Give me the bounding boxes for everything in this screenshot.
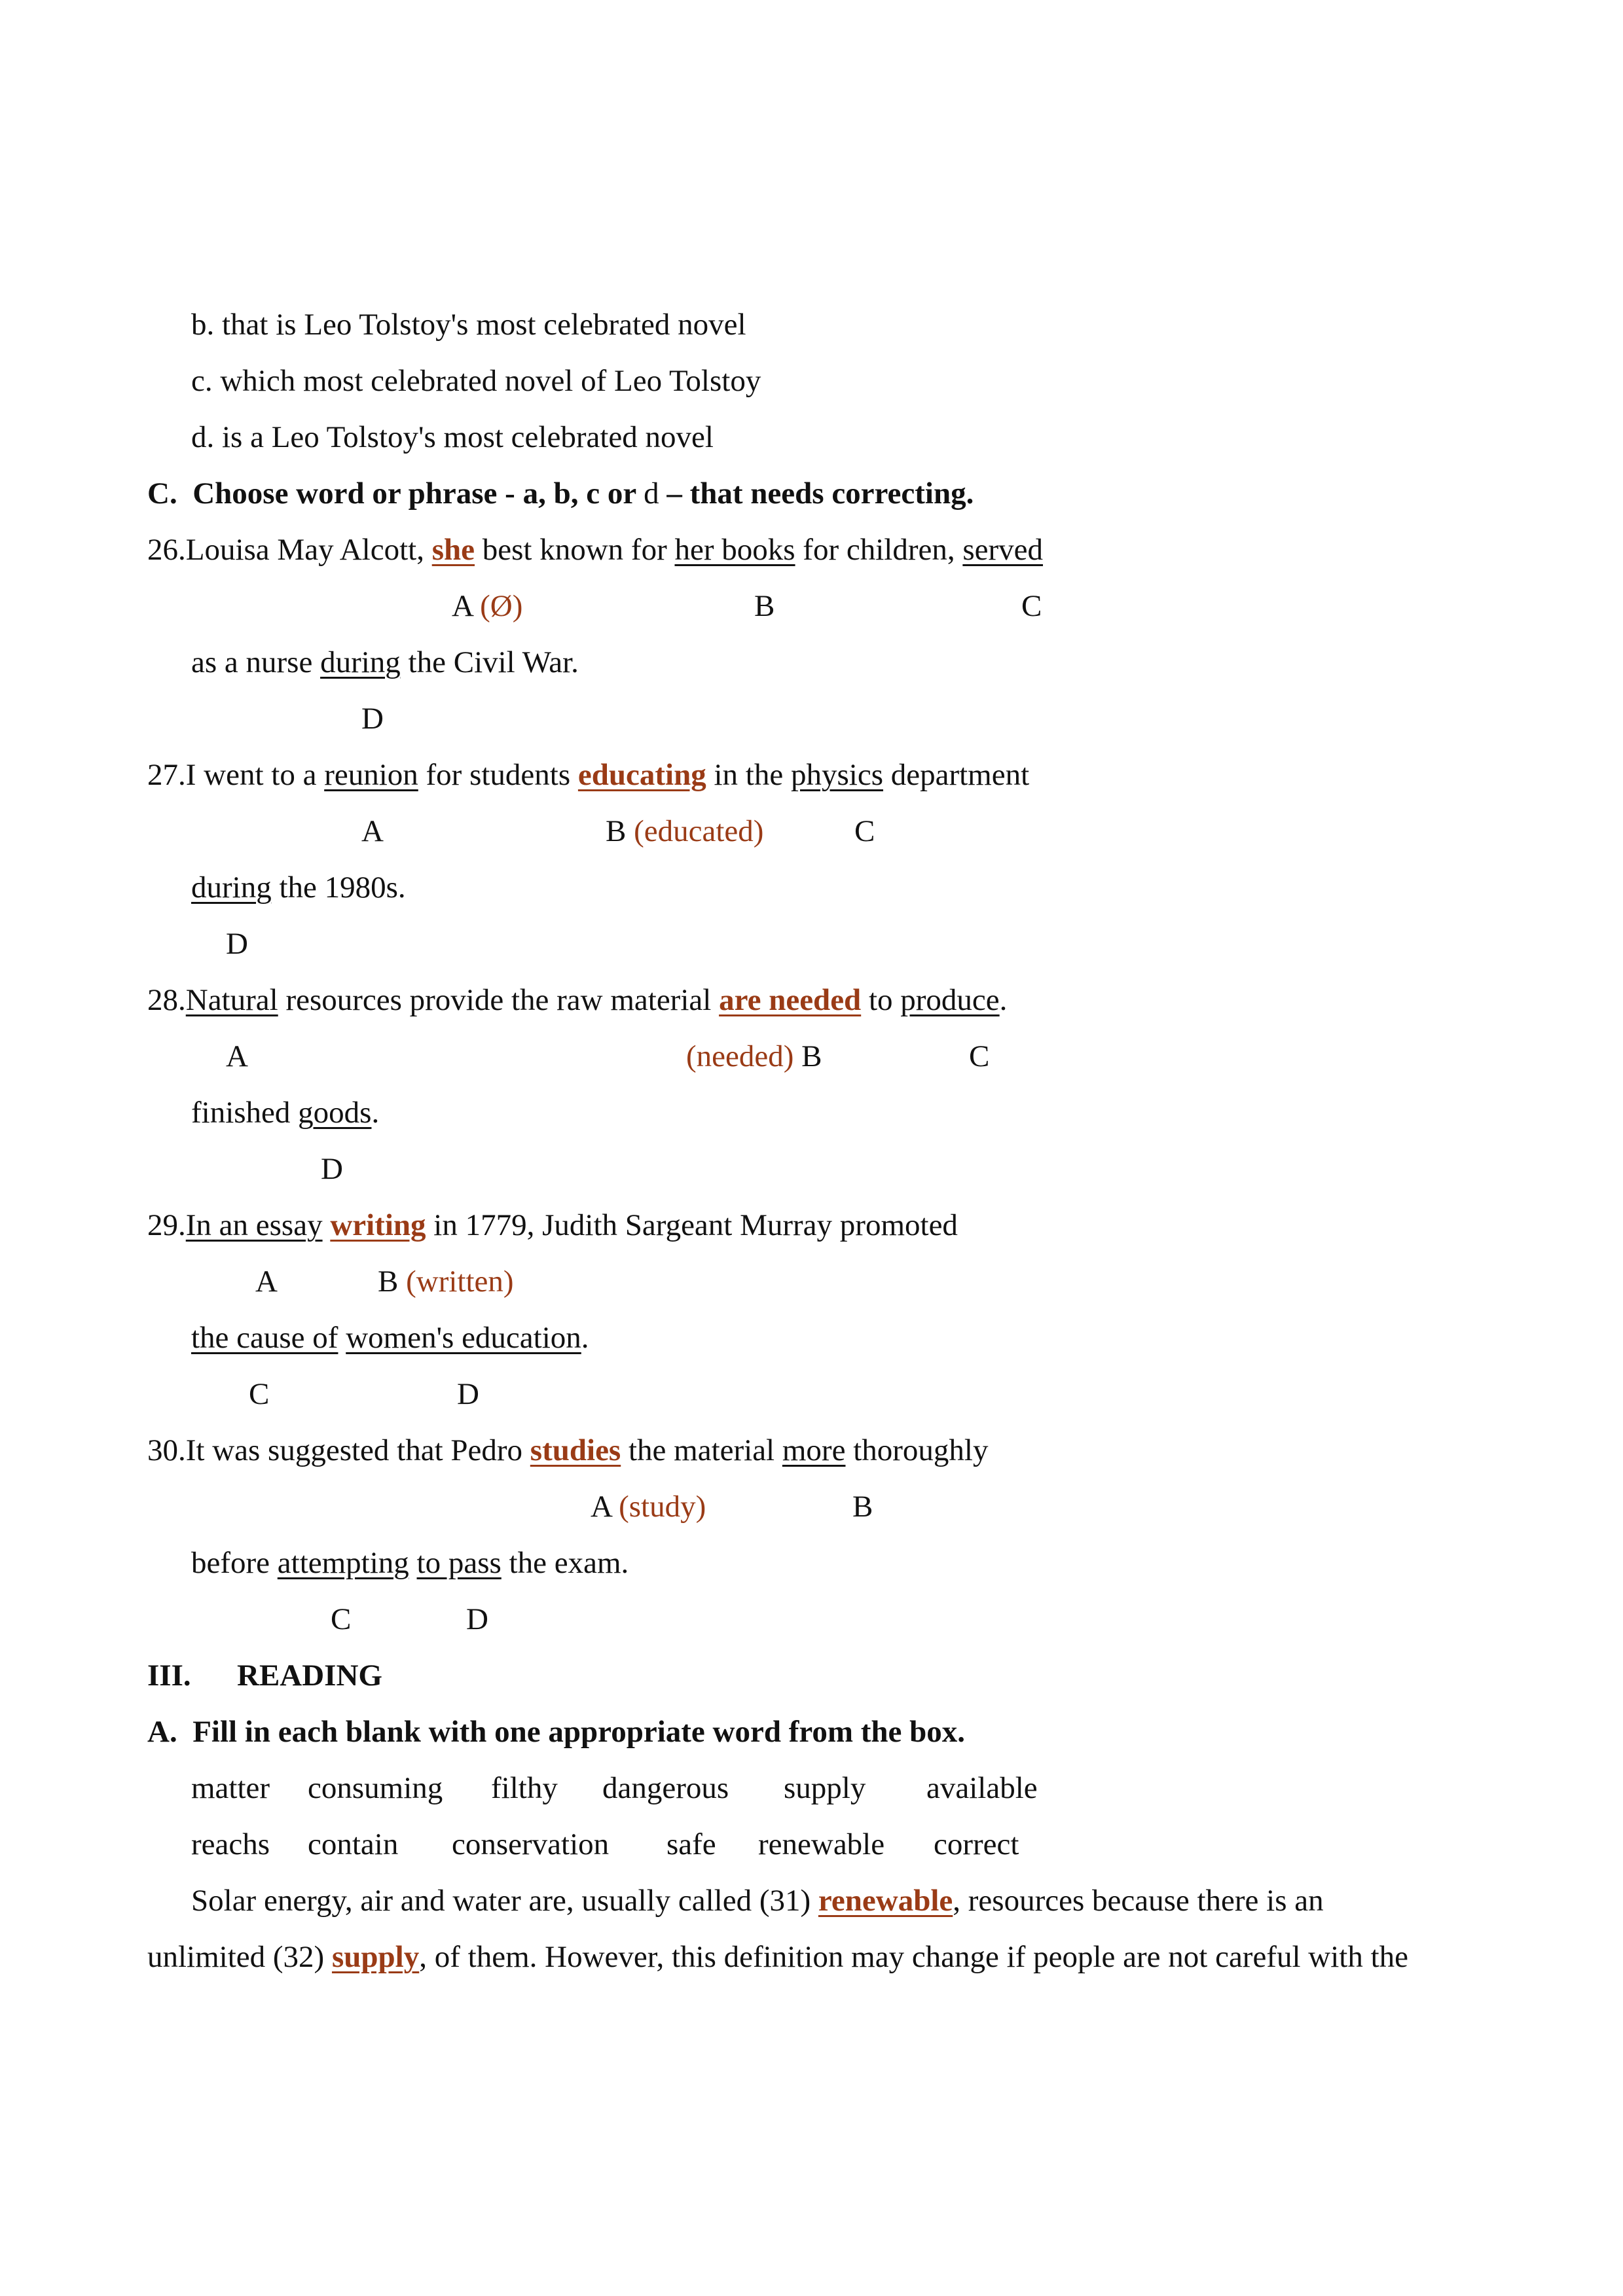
- q27-option-a: reunion: [324, 758, 418, 792]
- q29-label-c: C: [249, 1377, 270, 1411]
- q28-label-a: A: [226, 1039, 248, 1073]
- q26-label-d: D: [361, 702, 384, 736]
- q30-label-a: A (study): [591, 1490, 706, 1524]
- q30-label-b: B: [852, 1490, 873, 1524]
- word-box-row1-5: available: [926, 1771, 1038, 1805]
- q28-line2: finished goods.: [191, 1096, 380, 1130]
- word-box-row1-0: matter: [191, 1771, 270, 1805]
- q27-label-a: A: [361, 814, 384, 848]
- q29-line2: the cause of women's education.: [191, 1321, 589, 1355]
- q28-option-c: produce: [900, 983, 1000, 1017]
- section-c-heading: C. Choose word or phrase - a, b, c or d – that needs correcting.: [147, 476, 974, 511]
- q26-line2: as a nurse during the Civil War.: [191, 645, 579, 679]
- section-iii-number: III.: [147, 1659, 191, 1693]
- q28-option-a: Natural: [185, 983, 278, 1017]
- q30-line2: before attempting to pass the exam.: [191, 1546, 629, 1580]
- q26-option-b: her books: [674, 533, 795, 567]
- q28-label-d: D: [321, 1152, 343, 1186]
- q29-line1: 29.In an essay writing in 1779, Judith Sargeant Murray promoted: [147, 1208, 958, 1242]
- word-box-row2-4: renewable: [758, 1827, 885, 1861]
- q27-option-b: educating: [577, 758, 706, 792]
- q27-option-d: during: [191, 870, 272, 905]
- q30-option-c: attempting: [277, 1546, 409, 1580]
- q30-option-a: studies: [530, 1433, 621, 1467]
- word-box-row2-0: reachs: [191, 1827, 270, 1861]
- q27-label-b: B (educated): [606, 814, 764, 848]
- word-box-row1-3: dangerous: [602, 1771, 729, 1805]
- q26-label-c: C: [1021, 589, 1042, 623]
- word-box-row1-4: supply: [784, 1771, 866, 1805]
- q29-label-b: B (written): [378, 1265, 514, 1299]
- q28-option-d: goods: [298, 1096, 372, 1130]
- q30-option-b: more: [782, 1433, 846, 1467]
- q30-label-d: D: [466, 1602, 488, 1636]
- word-box-row2-2: conservation: [452, 1827, 610, 1861]
- q28-option-b: are needed: [719, 983, 862, 1017]
- q26-line1: 26.Louisa May Alcott, she best known for her books for children, served: [147, 533, 1044, 567]
- q29-option-c: the cause of: [191, 1321, 338, 1355]
- word-box-row2-1: contain: [308, 1827, 399, 1861]
- q26-option-c: served: [962, 533, 1044, 567]
- answer-32: supply: [331, 1940, 420, 1974]
- option-b: b. that is Leo Tolstoy's most celebrated novel: [191, 308, 746, 342]
- q27-line1: 27.I went to a reunion for students educating in the physics department: [147, 758, 1030, 792]
- word-box-row2-5: correct: [934, 1827, 1019, 1861]
- q26-label-a: A (Ø): [452, 589, 523, 623]
- q26-option-d: during: [320, 645, 401, 679]
- q27-label-c: C: [854, 814, 875, 848]
- q27-option-c: physics: [790, 758, 883, 792]
- q29-label-a: A: [255, 1265, 278, 1299]
- q30-label-c: C: [331, 1602, 352, 1636]
- answer-31: renewable: [818, 1884, 953, 1918]
- q30-line1: 30.It was suggested that Pedro studies the material more thoroughly: [147, 1433, 989, 1467]
- q27-line2: during the 1980s.: [191, 870, 406, 905]
- option-d: d. is a Leo Tolstoy's most celebrated novel: [191, 420, 714, 454]
- q28-label-b: (needed) B: [686, 1039, 822, 1073]
- section-a-heading: A. Fill in each blank with one appropriate word from the box.: [147, 1715, 966, 1749]
- word-box-row1-2: filthy: [491, 1771, 558, 1805]
- passage-line2: unlimited (32) supply, of them. However, this definition may change if people are not careful with the: [147, 1940, 1408, 1974]
- q30-option-d: to pass: [416, 1546, 501, 1580]
- q29-option-a: In an essay: [185, 1208, 323, 1242]
- word-box-row2-3: safe: [666, 1827, 716, 1861]
- q28-line1: 28.Natural resources provide the raw material are needed to produce.: [147, 983, 1008, 1017]
- option-c: c. which most celebrated novel of Leo Tolstoy: [191, 364, 761, 398]
- passage-line1: Solar energy, air and water are, usually called (31) renewable, resources because there is an: [191, 1884, 1324, 1918]
- q27-label-d: D: [226, 927, 248, 961]
- word-box-row1-1: consuming: [308, 1771, 443, 1805]
- q29-label-d: D: [457, 1377, 479, 1411]
- q28-label-c: C: [969, 1039, 990, 1073]
- q29-option-d: women's education: [346, 1321, 581, 1355]
- q26-option-a: she: [431, 533, 475, 567]
- q26-label-b: B: [754, 589, 775, 623]
- q29-option-b: writing: [330, 1208, 426, 1242]
- section-iii-title: READING: [237, 1659, 382, 1693]
